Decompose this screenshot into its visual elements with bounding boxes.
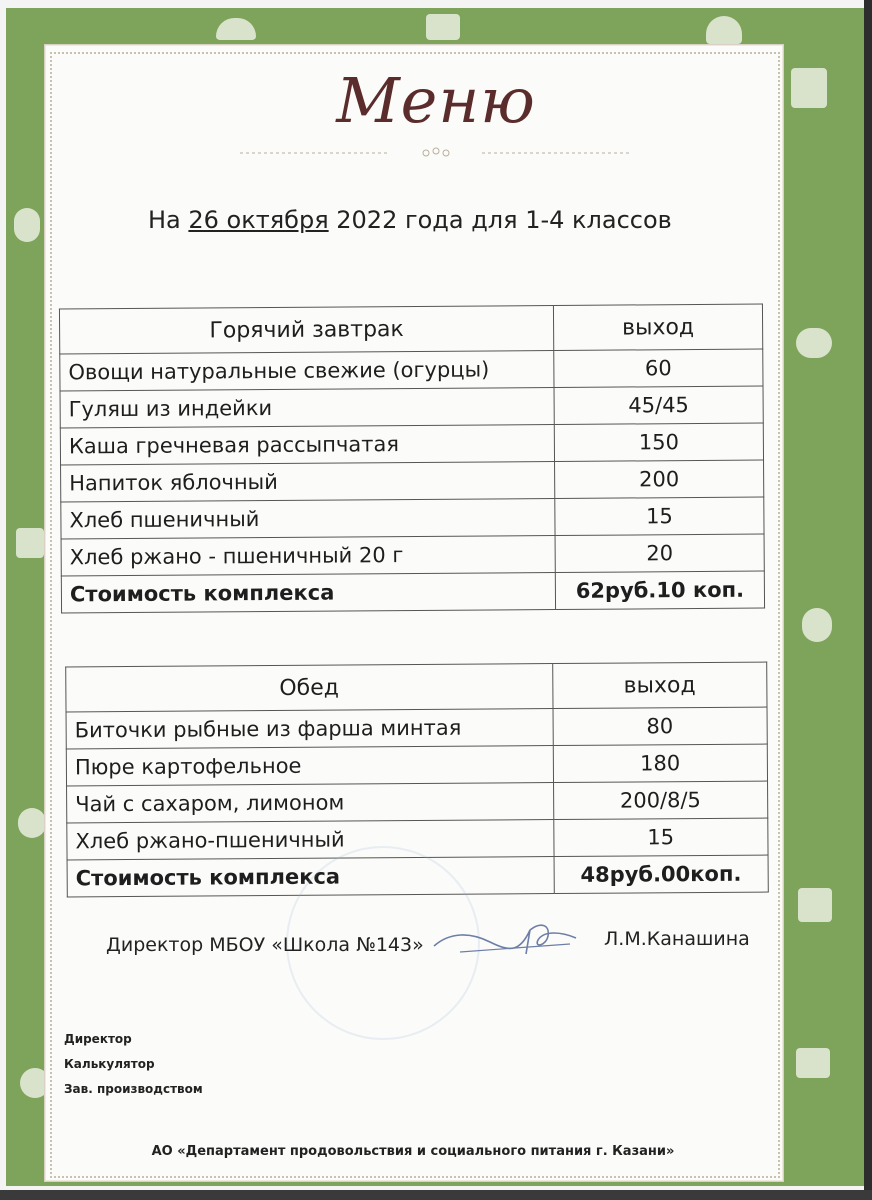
dish-qty: 15 xyxy=(555,497,764,535)
icecream-icon xyxy=(14,208,40,242)
cupcake-icon xyxy=(706,16,742,44)
dish-qty: 200 xyxy=(555,460,764,498)
dish-name: Хлеб пшеничный xyxy=(61,499,555,539)
total-value: 62руб.10 коп. xyxy=(555,571,764,609)
table-row xyxy=(60,386,763,428)
table-row xyxy=(60,423,763,465)
page-title: Меню xyxy=(336,64,536,137)
signatory-name: Л.М.Канашина xyxy=(604,928,750,950)
table-row xyxy=(61,497,764,539)
total-label: Стоимость комплекса xyxy=(61,573,555,613)
dish-name: Напиток яблочный xyxy=(61,462,555,502)
footer-label-production: Зав. производством xyxy=(64,1082,203,1096)
total-value: 48руб.00коп. xyxy=(554,855,769,893)
scan-edge xyxy=(0,1190,872,1200)
dish-qty: 80 xyxy=(553,707,768,745)
total-label: Стоимость комплекса xyxy=(67,857,554,897)
menu-heading xyxy=(148,206,672,234)
cake-icon xyxy=(16,528,44,558)
total-row xyxy=(61,571,764,613)
signatory-position: Директор МБОУ «Школа №143» xyxy=(106,934,424,956)
dish-name: Хлеб ржано-пшеничный xyxy=(67,820,554,860)
dish-name: Хлеб ржано - пшеничный 20 г xyxy=(61,536,555,576)
icecream-icon xyxy=(18,808,46,838)
table-row xyxy=(67,781,768,823)
dish-qty: 15 xyxy=(553,818,768,856)
cake-icon xyxy=(798,888,832,922)
department-footer: АО «Департамент продовольствия и социального питания г. Казани» xyxy=(151,1144,675,1159)
scan-edge xyxy=(864,0,872,1200)
table-row xyxy=(66,744,767,786)
table-row xyxy=(60,349,763,391)
dish-name: Биточки рыбные из фарша минтая xyxy=(66,709,553,749)
table-row xyxy=(66,707,767,749)
dish-name: Гуляш из индейки xyxy=(60,388,554,428)
table-row xyxy=(61,460,764,502)
dish-name: Каша гречневая рассыпчатая xyxy=(60,425,554,465)
heading-date: 26 октября xyxy=(188,206,329,234)
table-row xyxy=(61,534,764,576)
flourish-ornament xyxy=(240,146,632,160)
handwritten-signature xyxy=(430,912,580,964)
column-header-name: Горячий завтрак xyxy=(59,306,553,354)
heading-suffix: 2022 года для 1-4 классов xyxy=(328,206,672,234)
breakfast-table xyxy=(59,304,765,614)
column-header-qty: выход xyxy=(552,662,767,708)
cake-icon xyxy=(426,14,460,40)
dish-qty: 200/8/5 xyxy=(553,781,768,819)
table-header-row xyxy=(59,304,762,354)
dish-qty: 60 xyxy=(554,349,763,387)
footer-label-director: Директор xyxy=(64,1032,132,1046)
dish-qty: 45/45 xyxy=(554,386,763,424)
column-header-qty: выход xyxy=(553,304,762,350)
dish-qty: 20 xyxy=(555,534,764,572)
dish-qty: 150 xyxy=(554,423,763,461)
bowl-icon xyxy=(796,328,832,358)
footer-label-calculator: Калькулятор xyxy=(64,1057,155,1071)
cake-icon xyxy=(216,18,256,40)
dish-name: Чай с сахаром, лимоном xyxy=(67,783,554,823)
cupcake-icon xyxy=(802,608,832,642)
table-header-row xyxy=(66,662,767,712)
dish-name: Пюре картофельное xyxy=(66,746,553,786)
dish-name: Овощи натуральные свежие (огурцы) xyxy=(60,351,554,391)
dish-qty: 180 xyxy=(553,744,768,782)
cake-icon xyxy=(796,1048,830,1078)
column-header-name: Обед xyxy=(66,664,553,712)
heading-prefix: На xyxy=(148,206,189,234)
